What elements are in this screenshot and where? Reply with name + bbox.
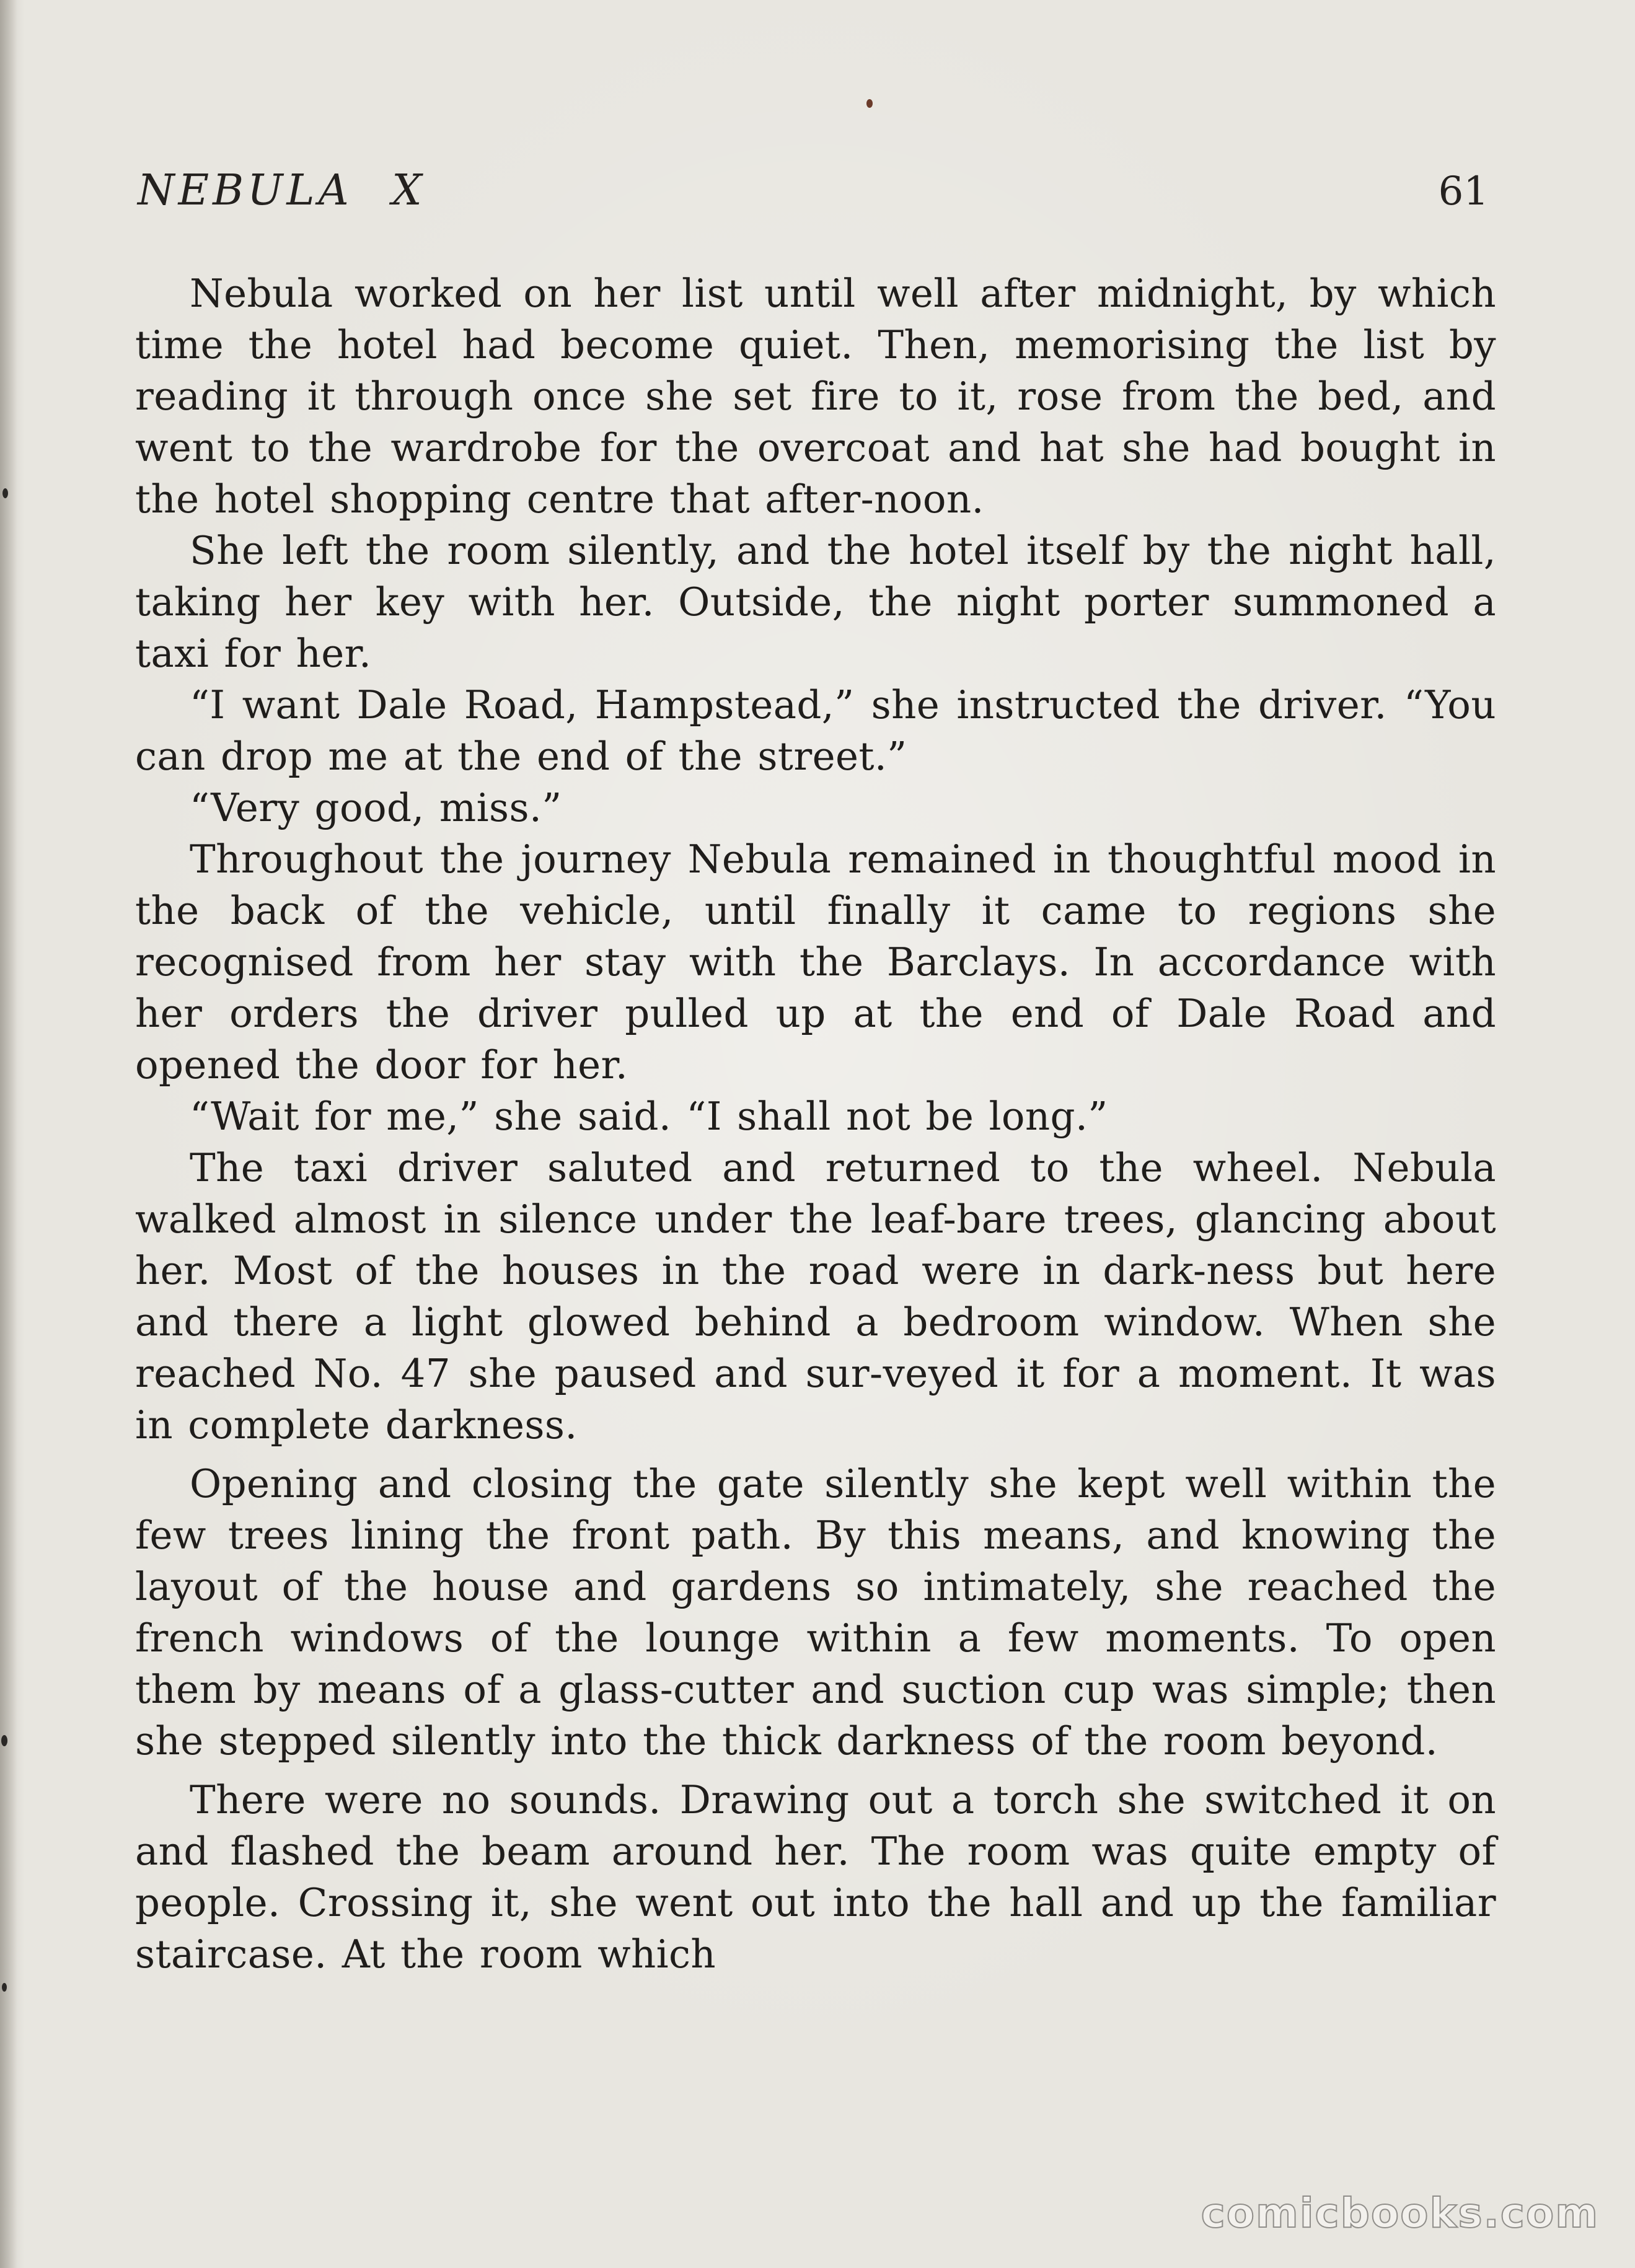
- paragraph: Opening and closing the gate silently she kept well within the few trees lining the front path. By this means, and knowing the layout of the house and gardens so intimately, she reached the french windows of the lounge within a few moments. To open them by means of a glass-cutter and suction cup was simple; then she stepped silently into the thick darkness of the room beyond.: [135, 1461, 1496, 1764]
- binding-shadow: [0, 0, 17, 2268]
- ink-speck: [1, 1735, 7, 1746]
- paragraph: “Wait for me,” she said. “I shall not be long.”: [190, 1094, 1108, 1139]
- paragraph: “Very good, miss.”: [190, 785, 562, 830]
- site-watermark: comicbooks.com: [1201, 2189, 1599, 2237]
- ink-speck: [2, 488, 8, 498]
- body-text: [135, 268, 1496, 1980]
- running-head: [138, 166, 1489, 222]
- paragraph: She left the room silently, and the hotel itself by the night hall, taking her key with her. Outside, the night porter summoned a taxi for her.: [135, 528, 1496, 676]
- paragraph-gap: [135, 1767, 1496, 1774]
- book-title: NEBULA X: [138, 166, 426, 215]
- paragraph: Nebula worked on her list until well after midnight, by which time the hotel had become quiet. Then, memorising the list by reading it through once she set fire to it, rose from the bed, and went to the wardrobe for the overcoat and hat she had bought in the hotel shopping centre that after-noon.: [135, 271, 1496, 522]
- paragraph: “I want Dale Road, Hampstead,” she instructed the driver. “You can drop me at the end of the street.”: [135, 682, 1496, 779]
- ink-speck: [866, 99, 873, 108]
- paragraph-gap: [135, 1451, 1496, 1458]
- paragraph: There were no sounds. Drawing out a torch she switched it on and flashed the beam around her. The room was quite empty of people. Crossing it, she went out into the hall and up the familiar staircase. At the room which: [135, 1777, 1496, 1977]
- ink-speck: [2, 1983, 7, 1992]
- paragraph: The taxi driver saluted and returned to the wheel. Nebula walked almost in silence under the leaf-bare trees, glancing about her. Most of the houses in the road were in dark-ness but here and there a light glowed behind a bedroom window. When she reached No. 47 she paused and sur-veyed it for a moment. It was in complete darkness.: [135, 1145, 1496, 1448]
- paragraph: Throughout the journey Nebula remained in thoughtful mood in the back of the vehicle, until finally it came to regions she recognised from her stay with the Barclays. In accordance with her orders the driver pulled up at the end of Dale Road and opened the door for her.: [135, 837, 1496, 1088]
- page-number: 61: [1438, 169, 1489, 214]
